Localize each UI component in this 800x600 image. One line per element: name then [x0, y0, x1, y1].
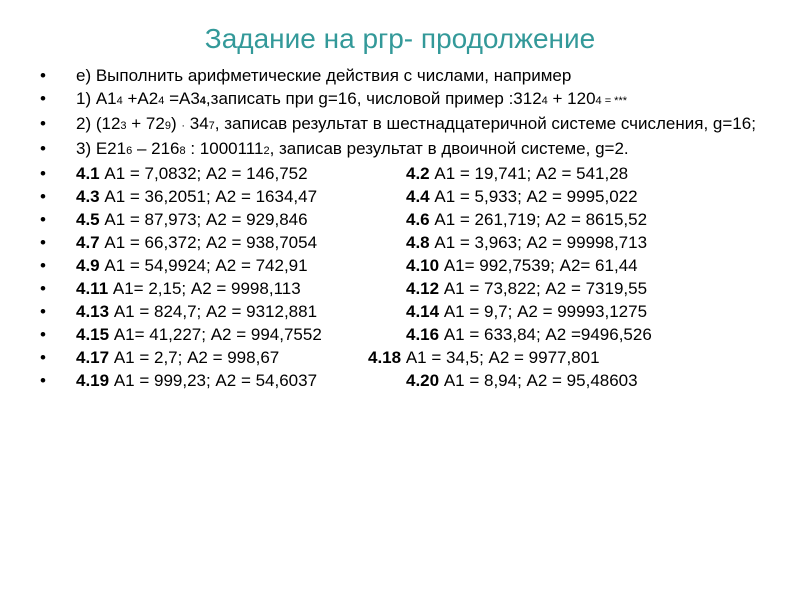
bullet-icon: •: [40, 302, 46, 321]
list-item-2: [40, 113, 780, 137]
variant-left: 4.19 А1 = 999,23; А2 = 54,6037: [76, 371, 318, 390]
variant-row: [40, 186, 780, 208]
variant-row: [40, 163, 780, 185]
variant-right: 4.20 А1 = 8,94; А2 = 95,48603: [406, 371, 638, 390]
variant-row: [40, 370, 780, 392]
variant-right: 4.18 А1 = 34,5; А2 = 9977,801: [368, 348, 600, 367]
variant-row: [40, 324, 780, 346]
bullet-icon: •: [40, 89, 46, 108]
variant-left: 4.1 А1 = 7,0832; А2 = 146,752: [76, 164, 308, 183]
variant-left: 4.7 А1 = 66,372; А2 = 938,7054: [76, 233, 318, 252]
bullet-icon: •: [40, 187, 46, 206]
variant-left: 4.17 А1 = 2,7; А2 = 998,67: [76, 348, 280, 367]
bullet-icon: •: [40, 325, 46, 344]
variant-right: 4.14 А1 = 9,7; А2 = 99993,1275: [406, 302, 648, 321]
slide-title: Задание на ргр- продолжение: [204, 23, 596, 54]
bullet-icon: •: [40, 371, 46, 390]
bullet-icon: •: [40, 348, 46, 367]
task-3-text: 3) Е216 – 2168 : 10001112, записав результат в двоичной системе, g=2.: [76, 139, 629, 158]
variant-row: [40, 278, 780, 300]
variant-row: [40, 209, 780, 231]
bullet-icon: •: [40, 139, 46, 158]
variant-left: 4.5 А1 = 87,973; А2 = 929,846: [76, 210, 308, 229]
variant-left: 4.15 А1= 41,227; А2 = 994,7552: [76, 325, 322, 344]
variant-row: [40, 255, 780, 277]
task-1-text: 1) А14 +А24 =А34,записать при g=16, числовой пример :3124 + 1204 = ***: [76, 89, 628, 108]
list-item-1: [40, 88, 780, 112]
bullet-icon: •: [40, 114, 46, 133]
variant-right: 4.10 А1= 992,7539; А2= 61,44: [406, 256, 638, 275]
variant-row: [40, 301, 780, 323]
variant-right: 4.12 А1 = 73,822; А2 = 7319,55: [406, 279, 648, 298]
variant-right: 4.6 А1 = 261,719; А2 = 8615,52: [406, 210, 648, 229]
bullet-icon: •: [40, 256, 46, 275]
variant-row: [40, 232, 780, 254]
variant-left: 4.13 А1 = 824,7; А2 = 9312,881: [76, 302, 318, 321]
variant-right: 4.8 А1 = 3,963; А2 = 99998,713: [406, 233, 648, 252]
variant-right: 4.4 А1 = 5,933; А2 = 9995,022: [406, 187, 638, 206]
task-2-text: 2) (123 + 729) · 347, записав результат в шестнадцатеричной системе счисления, g=16;: [76, 114, 756, 133]
list-item-3: [40, 138, 780, 162]
bullet-icon: •: [40, 210, 46, 229]
task-list: [40, 65, 780, 393]
bullet-icon: •: [40, 66, 46, 85]
variant-left: 4.11 А1= 2,15; А2 = 9998,113: [76, 279, 301, 298]
variant-left: 4.3 А1 = 36,2051; А2 = 1634,47: [76, 187, 318, 206]
list-item-e: [40, 65, 780, 87]
task-e-text: е) Выполнить арифметические действия с числами, например: [76, 66, 572, 85]
variant-right: 4.2 А1 = 19,741; А2 = 541,28: [406, 164, 629, 183]
variant-left: 4.9 А1 = 54,9924; А2 = 742,91: [76, 256, 308, 275]
bullet-icon: •: [40, 164, 46, 183]
variant-right: 4.16 А1 = 633,84; А2 =9496,526: [406, 325, 652, 344]
bullet-icon: •: [40, 279, 46, 298]
bullet-icon: •: [40, 233, 46, 252]
variant-row: [40, 347, 780, 369]
